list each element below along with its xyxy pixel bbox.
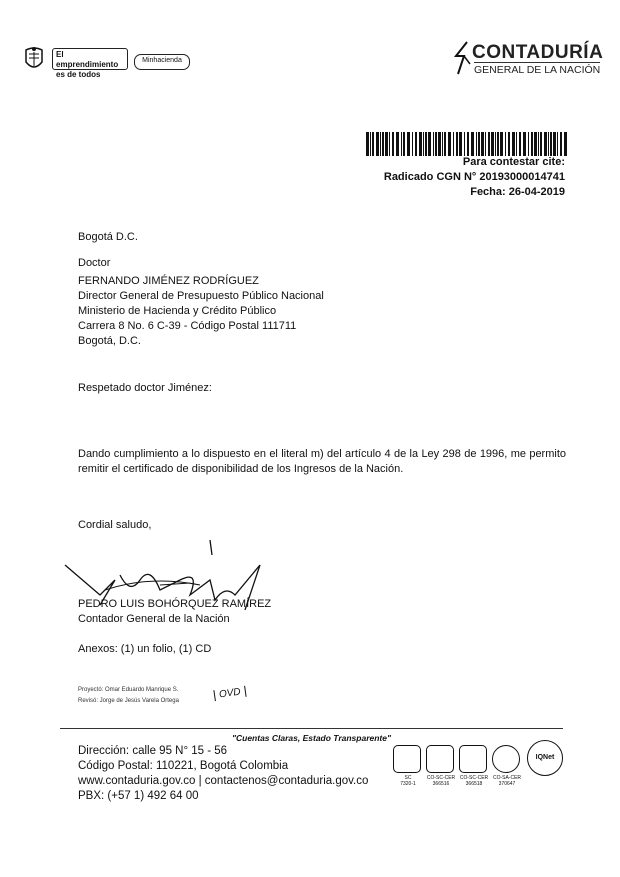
reference-line-2: Radicado CGN N° 20193000014741: [383, 171, 565, 183]
barcode-bar: [495, 132, 496, 156]
icontec-seal-icon: [459, 745, 487, 773]
barcode-bar: [396, 132, 399, 156]
barcode-bar: [478, 132, 480, 156]
barcode-bar: [538, 132, 539, 156]
barcode-bar: [385, 132, 388, 156]
barcode-bar: [534, 132, 537, 156]
barcode-bar: [376, 132, 379, 156]
recipient-org: Ministerio de Hacienda y Crédito Público: [78, 305, 277, 317]
barcode-bar: [419, 132, 422, 156]
barcode-bar: [442, 132, 443, 156]
barcode-bar: [459, 132, 462, 156]
footer-web: www.contaduria.gov.co | contactenos@contaduria.gov.co: [78, 775, 369, 787]
icontec-seal-icon: [426, 745, 454, 773]
barcode-bar: [401, 132, 402, 156]
city: Bogotá D.C.: [78, 231, 138, 243]
barcode-bar: [550, 132, 552, 156]
recipient-role: Director General de Presupuesto Público Nacional: [78, 290, 324, 302]
prepared-by: Proyectó: Omar Eduardo Manrique S.: [78, 687, 179, 693]
barcode-bar: [389, 132, 390, 156]
barcode-bar: [491, 132, 494, 156]
barcode-bar: [403, 132, 405, 156]
barcode-bar: [453, 132, 454, 156]
barcode-bar: [553, 132, 556, 156]
cert-code: CO-SA-CER 370647: [492, 775, 522, 787]
reviewed-by: Revisó: Jorge de Jesús Varela Ortega: [78, 698, 179, 704]
barcode-bar: [497, 132, 499, 156]
barcode-bar: [428, 132, 431, 156]
barcode-bar: [372, 132, 374, 156]
footer-phone: PBX: (+57 1) 492 64 00: [78, 790, 199, 802]
recipient-address: Carrera 8 No. 6 C-39 - Código Postal 111711: [78, 320, 297, 332]
recipient-city: Bogotá, D.C.: [78, 335, 141, 347]
icontec-seal-icon: [492, 745, 520, 773]
barcode-bar: [412, 132, 413, 156]
barcode-bar: [505, 132, 506, 156]
barcode-bar: [433, 132, 434, 156]
iqnet-logo-icon: IQNet: [527, 740, 563, 776]
barcode-bar: [481, 132, 484, 156]
certification-seal-3: [459, 745, 489, 787]
cgn-title: CONTADURÍA: [472, 42, 604, 63]
barcode-bar: [523, 132, 526, 156]
closing: Cordial saludo,: [78, 519, 152, 531]
barcode-bar: [415, 132, 417, 156]
reference-line-3: Fecha: 26-04-2019: [470, 186, 565, 198]
barcode-bar: [485, 132, 486, 156]
body-paragraph: Dando cumplimiento a lo dispuesto en el literal m) del artículo 4 de la Ley 298 de 1996, me permito remitir el certificado de disponibilidad de los Ingresos de la Nación.: [78, 448, 566, 475]
barcode-bar: [476, 132, 477, 156]
barcode-bar: [467, 132, 469, 156]
barcode: [366, 132, 566, 156]
barcode-bar: [370, 132, 371, 156]
motto: "Cuentas Claras, Estado Transparente": [231, 733, 392, 743]
barcode-bar: [392, 132, 394, 156]
barcode-bar: [544, 132, 547, 156]
certification-seal-1: [393, 745, 423, 787]
barcode-bar: [557, 132, 558, 156]
certification-seal-2: [426, 745, 456, 787]
minhacienda-logo: Minhacienda: [134, 54, 190, 70]
barcode-bar: [448, 132, 451, 156]
barcode-bar: [464, 132, 465, 156]
barcode-bar: [540, 132, 542, 156]
cgn-subtitle: GENERAL DE LA NACIÓN: [474, 64, 601, 76]
barcode-bar: [528, 132, 529, 156]
barcode-bar: [423, 132, 424, 156]
certification-seal-4: [492, 745, 522, 787]
cert-code: CO-SC-CER 366518: [459, 775, 489, 787]
colombia-crest-icon: [22, 46, 46, 74]
footer-divider: [60, 728, 563, 729]
recipient-name: FERNANDO JIMÉNEZ RODRÍGUEZ: [78, 275, 259, 287]
footer-postal: Código Postal: 110221, Bogotá Colombia: [78, 760, 289, 772]
barcode-bar: [516, 132, 517, 156]
annexes: Anexos: (1) un folio, (1) CD: [78, 643, 212, 655]
signer-name: PEDRO LUIS BOHÓRQUEZ RAMÍREZ: [78, 598, 272, 610]
barcode-bar: [438, 132, 441, 156]
recipient-title: Doctor: [78, 257, 111, 269]
cgn-logo-icon: [452, 40, 472, 76]
barcode-bar: [564, 132, 567, 156]
cert-code: SC 7320-1: [400, 775, 416, 787]
barcode-bar: [435, 132, 437, 156]
barcode-bar: [508, 132, 510, 156]
footer-address: Dirección: calle 95 N° 15 - 56: [78, 745, 228, 757]
gov-logo-text: El emprendimiento es de todos: [52, 48, 128, 70]
barcode-bar: [425, 132, 427, 156]
icontec-seal-icon: [393, 745, 421, 773]
barcode-bar: [380, 132, 381, 156]
barcode-bar: [512, 132, 515, 156]
barcode-bar: [382, 132, 384, 156]
barcode-bar: [456, 132, 458, 156]
barcode-bar: [531, 132, 533, 156]
barcode-bar: [471, 132, 474, 156]
barcode-bar: [407, 132, 410, 156]
barcode-bar: [548, 132, 549, 156]
barcode-bar: [366, 132, 369, 156]
signer-role: Contador General de la Nación: [78, 613, 230, 625]
initials: OVD: [213, 686, 246, 701]
barcode-bar: [488, 132, 490, 156]
barcode-bar: [444, 132, 446, 156]
barcode-bar: [560, 132, 562, 156]
barcode-bar: [519, 132, 521, 156]
barcode-bar: [500, 132, 503, 156]
cert-code: CO-SC-CER 366516: [426, 775, 456, 787]
salutation: Respetado doctor Jiménez:: [78, 382, 212, 394]
reference-line-1: Para contestar cite:: [462, 156, 565, 168]
